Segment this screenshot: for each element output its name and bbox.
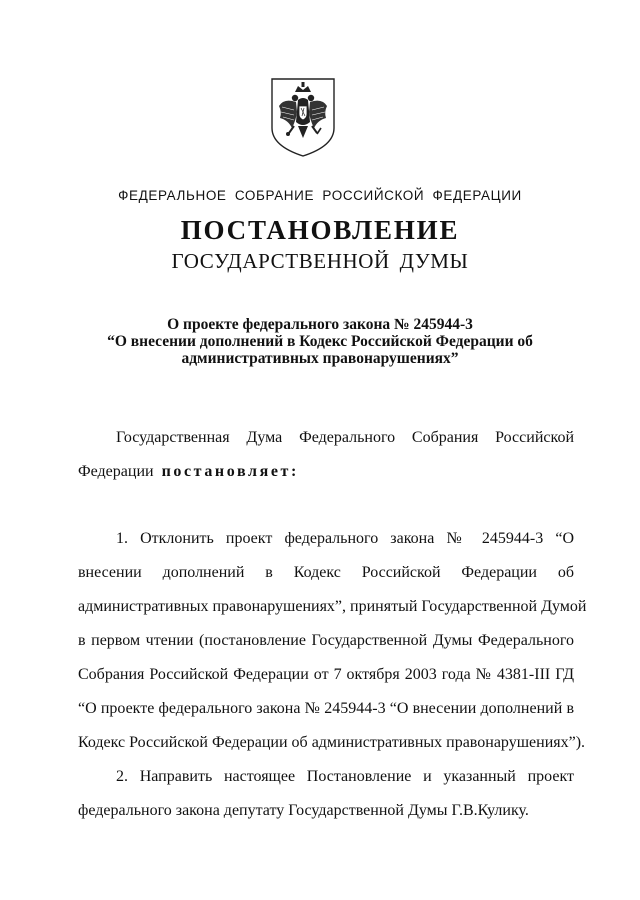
clause-line: “О проекте федерального закона № 245944-3 “О внесении дополнений в	[78, 700, 574, 717]
subject-line: “О внесении дополнений в Кодекс Российской Федерации об	[107, 333, 533, 350]
resolution-verb: постановляет:	[161, 463, 299, 480]
clause-1	[78, 522, 587, 760]
preamble	[78, 421, 574, 489]
clause-line: административных правонарушениях”, принятый Государственной Думой	[78, 598, 587, 615]
clause-line: внесении дополнений в Кодекс Российской Федерации об	[78, 564, 574, 581]
clause-line: 1. Отклонить проект федерального закона № 245944-3 “О	[116, 530, 574, 547]
clause-line: федерального закона депутату Государственной Думы Г.В.Кулику.	[78, 802, 529, 819]
preamble-line: Государственная Дума Федерального Собрания Российской	[116, 429, 574, 446]
clause-line: Собрания Российской Федерации от 7 октября 2003 года № 4381-III ГД	[78, 666, 574, 683]
clause-line: в первом чтении (постановление Государственной Думы Федерального	[78, 632, 574, 649]
assembly-name: ФЕДЕРАЛЬНОЕ СОБРАНИЕ РОССИЙСКОЙ ФЕДЕРАЦИИ	[118, 188, 522, 203]
issuing-body: ГОСУДАРСТВЕННОЙ ДУМЫ	[171, 249, 469, 273]
subject-line: О проекте федерального закона № 245944-3	[167, 316, 473, 333]
subject-line: административных правонарушениях”	[181, 350, 459, 367]
preamble-line	[78, 455, 574, 489]
clause-line: 2. Направить настоящее Постановление и указанный проект	[116, 768, 574, 785]
russian-coat-of-arms-icon	[268, 76, 338, 158]
document-subject	[80, 316, 560, 367]
document-type: ПОСТАНОВЛЕНИЕ	[180, 215, 460, 245]
clause-2	[78, 760, 574, 828]
preamble-prefix: Федерации	[78, 463, 154, 480]
clause-line: Кодекс Российской Федерации об административных правонарушениях”).	[78, 734, 586, 751]
